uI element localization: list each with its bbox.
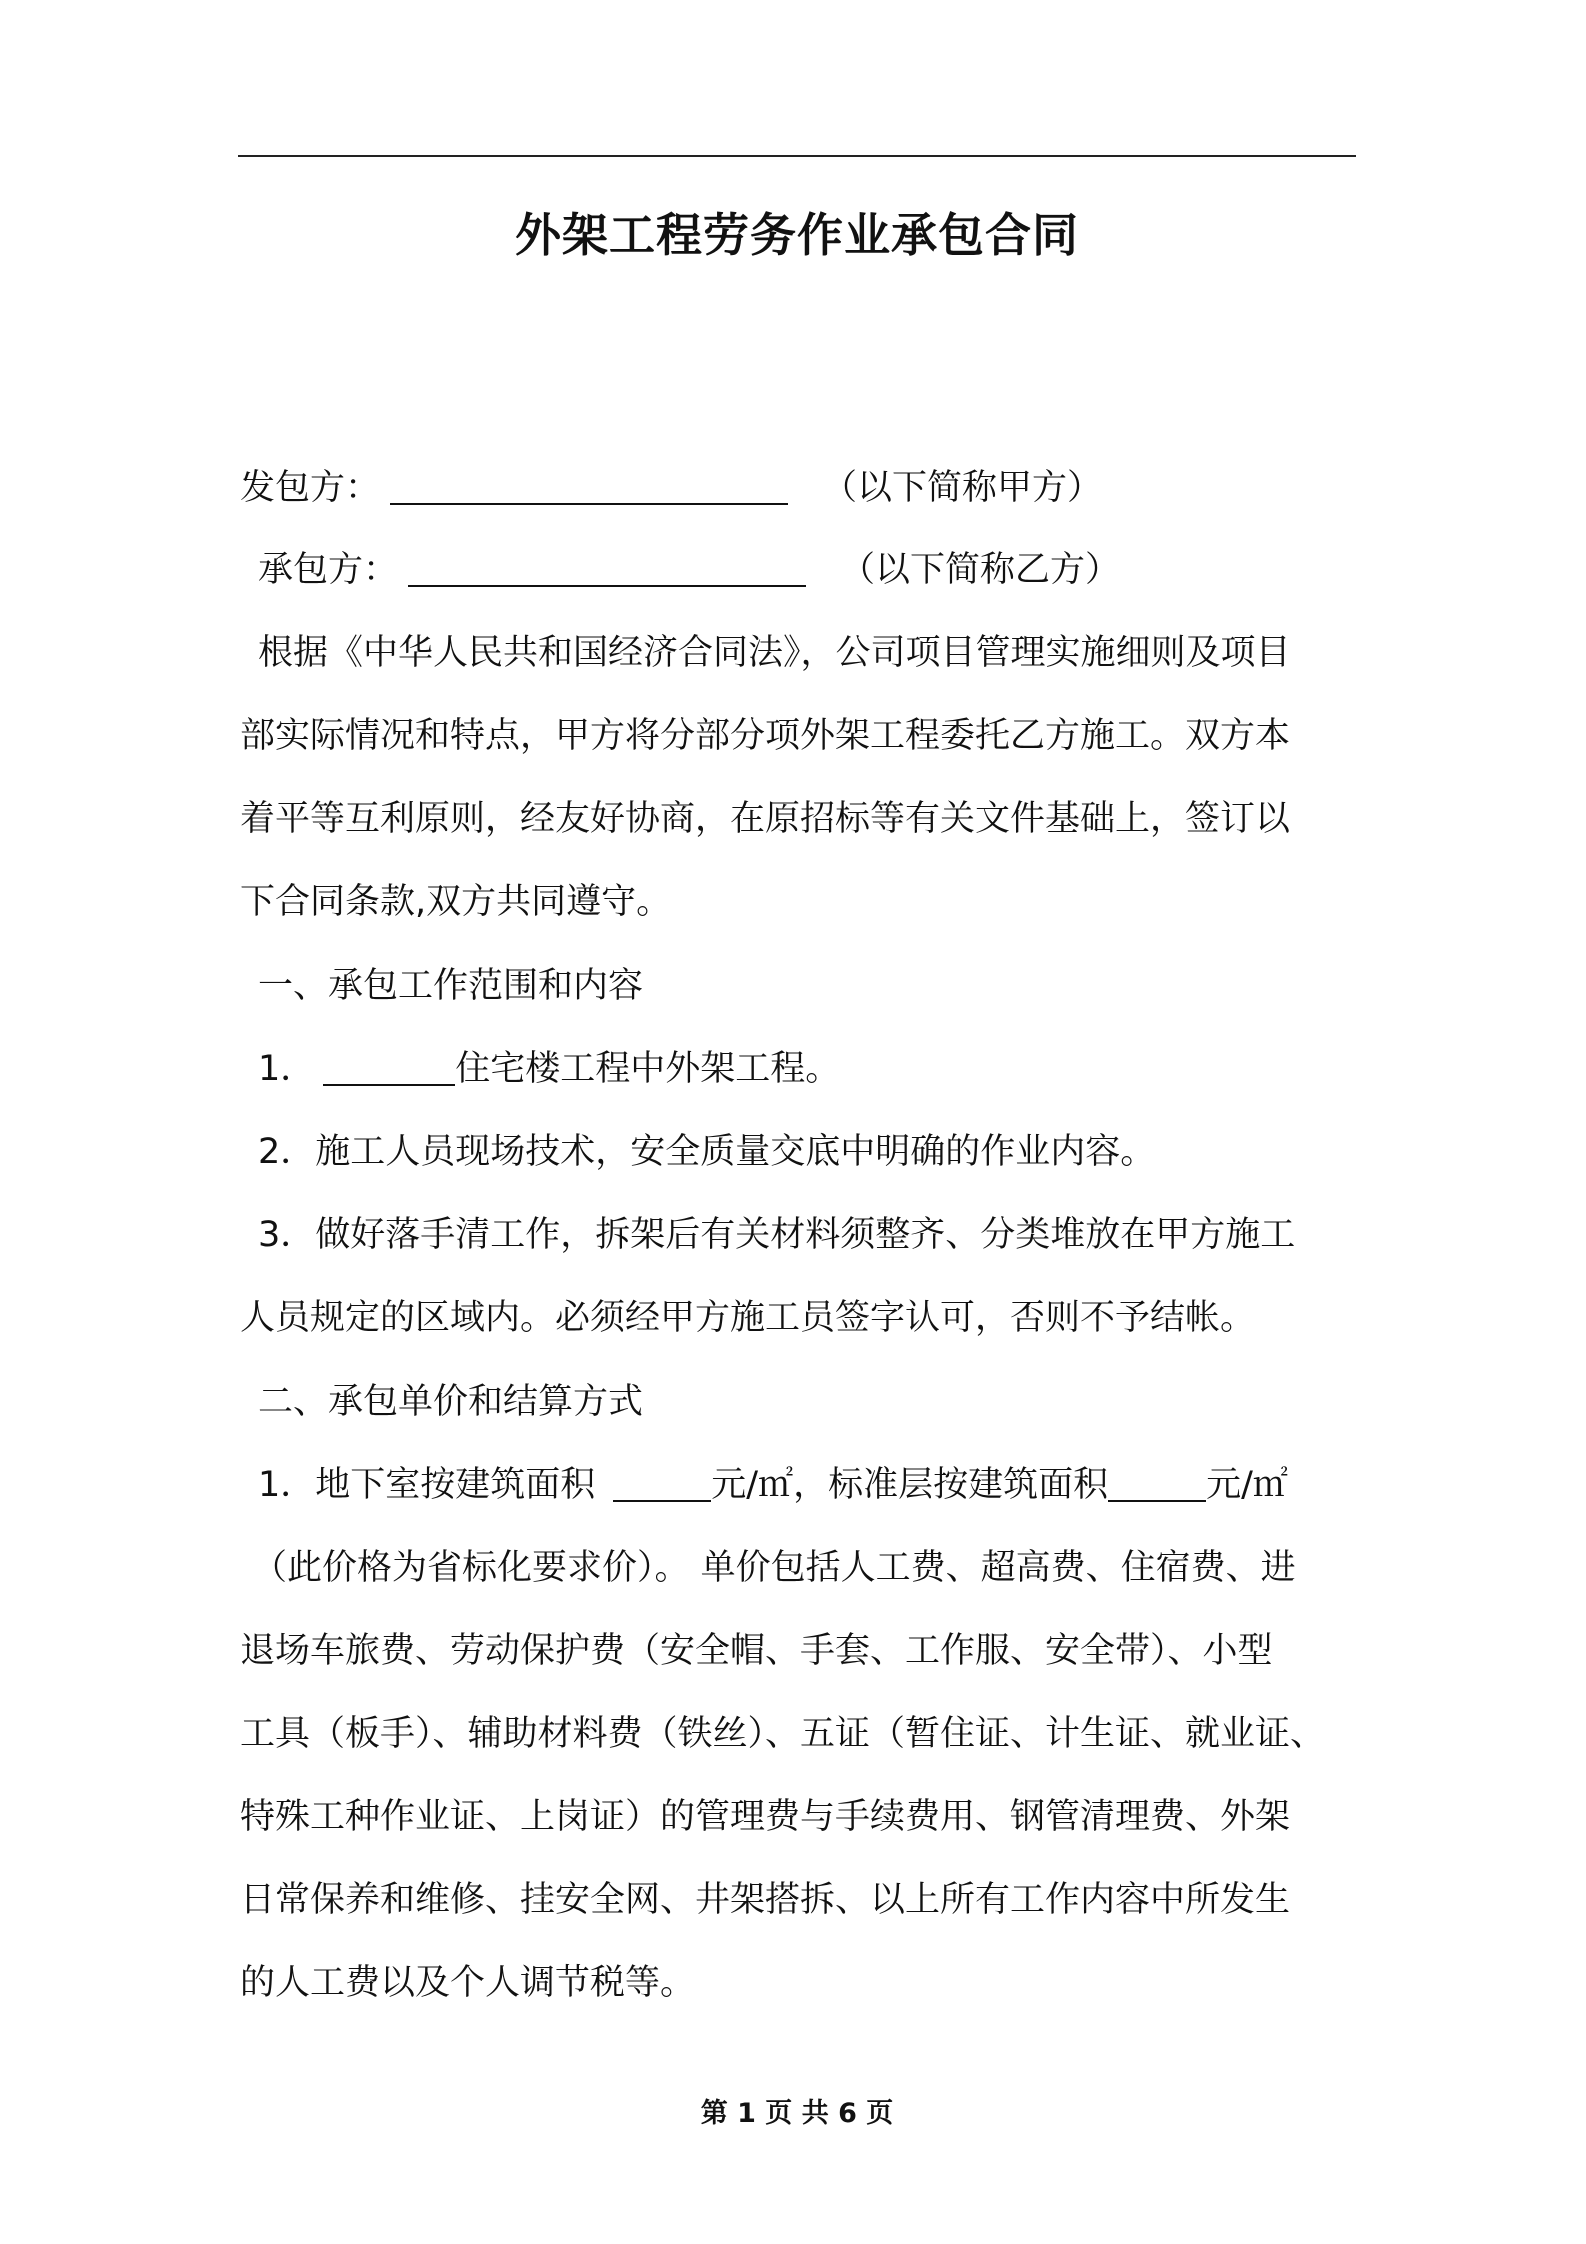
intro-line-1: 根据《中华人民共和国经济合同法》，公司项目管理实施细则及项目 bbox=[258, 633, 1291, 673]
page-number-footer: 第 1 页 共 6 页 bbox=[700, 2098, 894, 2129]
section2-item1-prefix: 1．地下室按建筑面积 bbox=[258, 1465, 596, 1505]
section2-item1-unit2: 元/㎡ bbox=[1206, 1465, 1288, 1505]
employer-line bbox=[240, 463, 1356, 513]
section2-item1-unit1: 元/㎡，标准层按建筑面积 bbox=[711, 1465, 1109, 1505]
contractor-line bbox=[258, 545, 1374, 595]
employer-name-blank bbox=[390, 467, 788, 505]
section2-item1-line-6: 日常保养和维修、挂安全网、井架搭拆、以上所有工作内容中所发生 bbox=[240, 1880, 1291, 1920]
standard-floor-price-blank bbox=[1108, 1464, 1206, 1502]
section2-item1-line-2: （此价格为省标化要求价）。 单价包括人工费、超高费、住宿费、进 bbox=[252, 1548, 1296, 1588]
section1-item3-line-1: 3．做好落手清工作，拆架后有关材料须整齐、分类堆放在甲方施工 bbox=[258, 1215, 1296, 1255]
intro-line-4: 下合同条款,双方共同遵守。 bbox=[240, 882, 672, 922]
basement-price-blank bbox=[613, 1464, 711, 1502]
section1-item1 bbox=[258, 1044, 1374, 1094]
contractor-suffix: （以下简称乙方） bbox=[840, 550, 1121, 590]
section1-item2: 2．施工人员现场技术，安全质量交底中明确的作业内容。 bbox=[258, 1132, 1156, 1172]
document-title: 外架工程劳务作业承包合同 bbox=[515, 208, 1079, 262]
intro-line-2: 部实际情况和特点，甲方将分部分项外架工程委托乙方施工。双方本 bbox=[240, 716, 1291, 756]
section2-item1-line-1 bbox=[258, 1460, 1374, 1510]
employer-suffix: （以下简称甲方） bbox=[822, 468, 1103, 508]
header-rule bbox=[238, 155, 1356, 157]
contractor-name-blank bbox=[408, 549, 806, 587]
contractor-label: 承包方： bbox=[258, 550, 399, 590]
section2-item1-line-7: 的人工费以及个人调节税等。 bbox=[240, 1963, 696, 2003]
section2-item1-line-4: 工具（板手）、辅助材料费（铁丝）、五证（暂住证、计生证、就业证、 bbox=[240, 1714, 1326, 1754]
section2-item1-line-3: 退场车旅费、劳动保护费（安全帽、手套、工作服、安全带）、小型 bbox=[240, 1631, 1273, 1671]
section2-heading: 二、承包单价和结算方式 bbox=[258, 1382, 644, 1422]
section1-item3-line-2: 人员规定的区域内。必须经甲方施工员签字认可，否则不予结帐。 bbox=[240, 1298, 1256, 1338]
section1-item1-suffix: 住宅楼工程中外架工程。 bbox=[455, 1049, 841, 1089]
employer-label: 发包方： bbox=[240, 468, 381, 508]
section2-item1-line-5: 特殊工种作业证、上岗证）的管理费与手续费用、钢管清理费、外架 bbox=[240, 1797, 1291, 1837]
intro-line-3: 着平等互利原则，经友好协商，在原招标等有关文件基础上，签订以 bbox=[240, 799, 1291, 839]
project-name-blank bbox=[323, 1048, 455, 1086]
section1-heading: 一、承包工作范围和内容 bbox=[258, 966, 644, 1006]
section1-item1-prefix: 1． bbox=[258, 1049, 316, 1089]
